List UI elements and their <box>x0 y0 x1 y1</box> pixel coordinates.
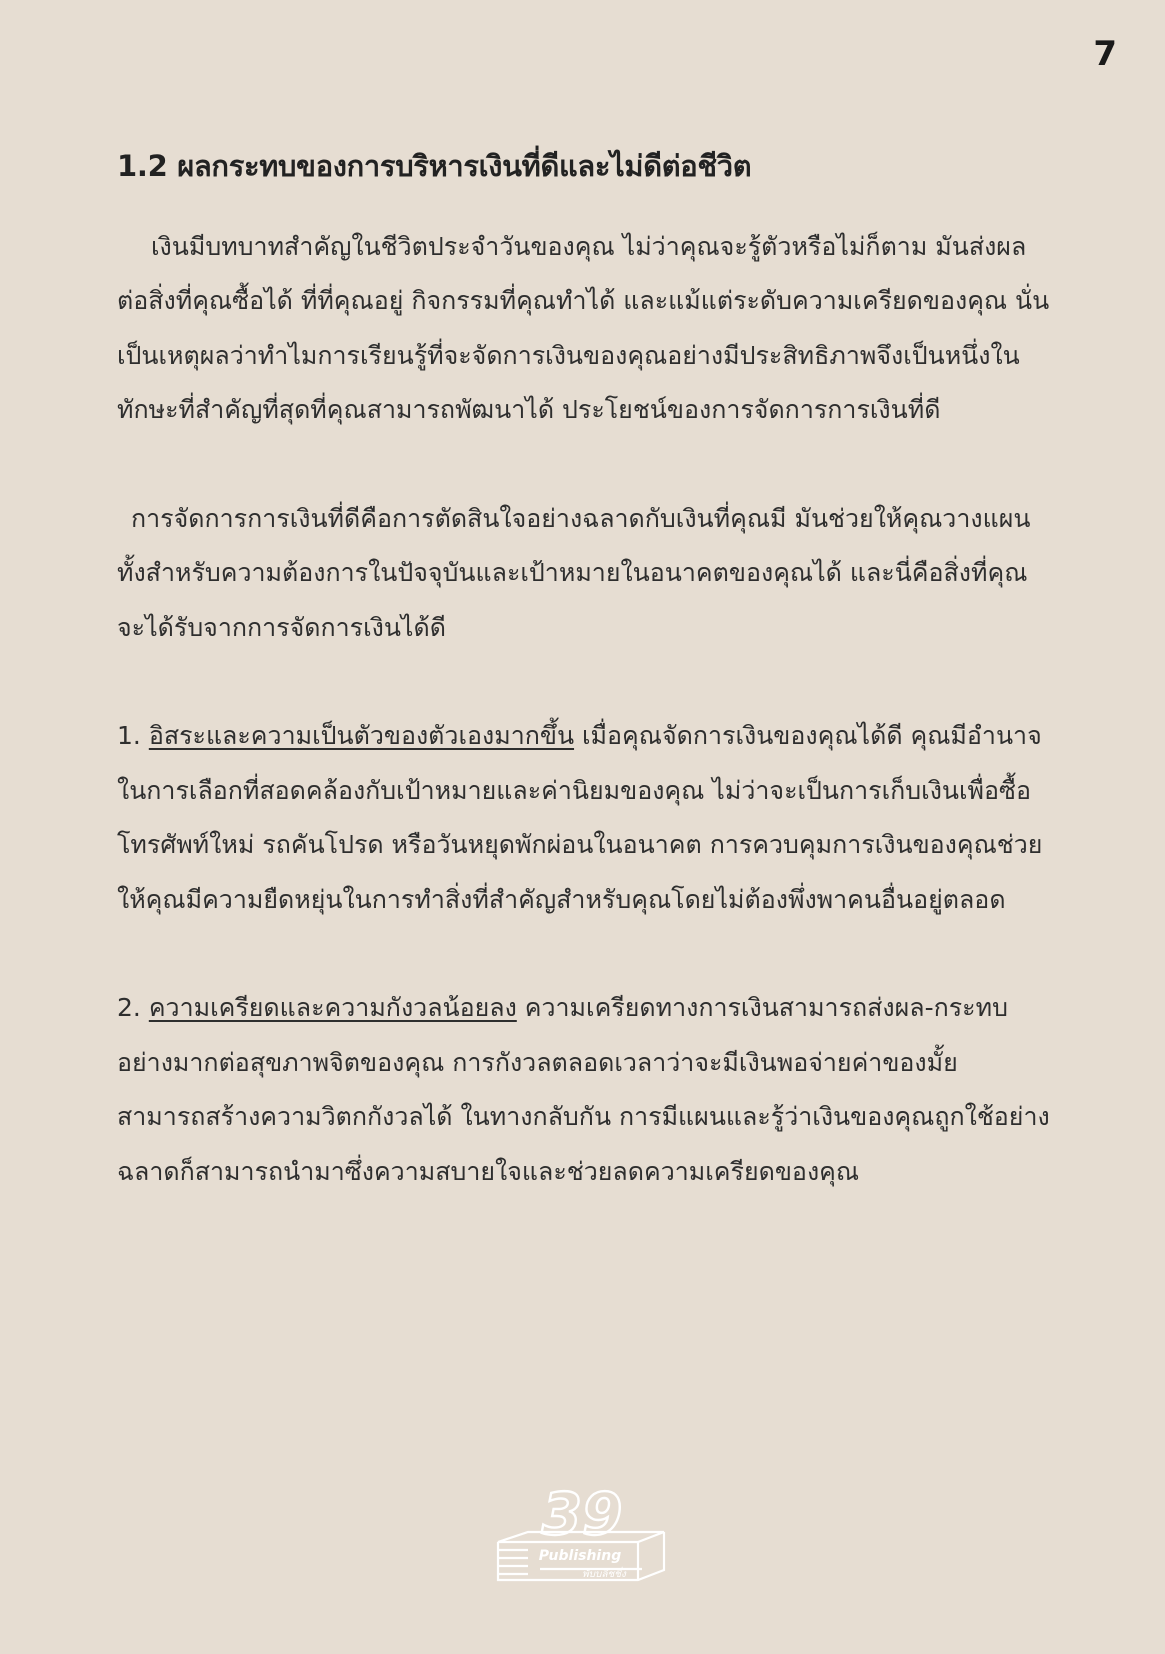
list-item-title: ความเครียดและความกังวลน้อยลง <box>148 993 517 1023</box>
paragraph-intro: เงินมีบทบาทสำคัญในชีวิตประจำวันของคุณ ไม่ว่าคุณจะรู้ตัวหรือไม่ก็ตาม มันส่งผลต่อสิ่งที่คุณซื้อได้ ที่ที่คุณอยู่ กิจกรรมที่คุณทำได้ และแม้แต่ระดับความเครียดของคุณ นั่นเป็นเหตุผลว่าทำไมการเรียนรู้ที่จะจัดการเงินของคุณอย่างมีประสิทธิภาพจึงเป็นหนึ่งในทักษะที่สำคัญที่สุดที่คุณสามารถพัฒนาได้ ประโยชน์ของการจัดการการเงินที่ดี <box>117 231 1050 425</box>
list-item-number: 2. <box>117 993 141 1023</box>
list-item-body: เมื่อคุณจัดการเงินของคุณได้ดี คุณมีอำนาจในการเลือกที่สอดคล้องกับเป้าหมายและค่านิยมของคุณ ไม่ว่าจะเป็นการเก็บเงินเพื่อซื้อโทรศัพท์ใหม่ รถคันโปรด หรือวันหยุดพักผ่อนในอนาคต การควบคุมการเงินของคุณช่วยให้คุณมีความยืดหยุ่นในการทำสิ่งที่สำคัญสำหรับคุณโดยไม่ต้องพึ่งพาคนอื่นอยู่ตลอด <box>117 721 1043 914</box>
list-item-independence <box>117 709 1052 927</box>
list-item-number: 1. <box>117 721 141 751</box>
list-item-less-stress <box>117 981 1052 1199</box>
list-item-title: อิสระและความเป็นตัวของตัวเองมากขึ้น <box>148 721 575 751</box>
paragraph-benefits: การจัดการการเงินที่ดีคือการตัดสินใจอย่างฉลาดกับเงินที่คุณมี มันช่วยให้คุณวางแผนทั้งสำหรับความต้องการในปัจจุบันและเป้าหมายในอนาคตของคุณได้ และนี่คือสิ่งที่คุณจะได้รับจากการจัดการเงินได้ดี <box>117 503 1031 642</box>
publisher-logo <box>488 1476 672 1584</box>
page-content <box>117 148 1052 1253</box>
list-item-body: ความเครียดทางการเงินสามารถส่งผล-กระทบอย่างมากต่อสุขภาพจิตของคุณ การกังวลตลอดเวลาว่าจะมีเงินพอจ่ายค่าของมั้ย สามารถสร้างความวิตกกังวลได้ ในทางกลับกัน การมีแผนและรู้ว่าเงินของคุณถูกใช้อย่างฉลาดก็สามารถนำมาซึ่งความสบายใจและช่วยลดความเครียดของคุณ <box>117 993 1050 1186</box>
logo-thai-word: พับบลิชชิ่ง <box>582 1569 626 1580</box>
page-number: 7 <box>1093 34 1117 74</box>
section-heading: 1.2 ผลกระทบของการบริหารเงินที่ดีและไม่ดีต่อชีวิต <box>117 149 752 183</box>
logo-word: Publishing <box>538 1548 622 1564</box>
logo-number: 39 <box>541 1480 623 1548</box>
